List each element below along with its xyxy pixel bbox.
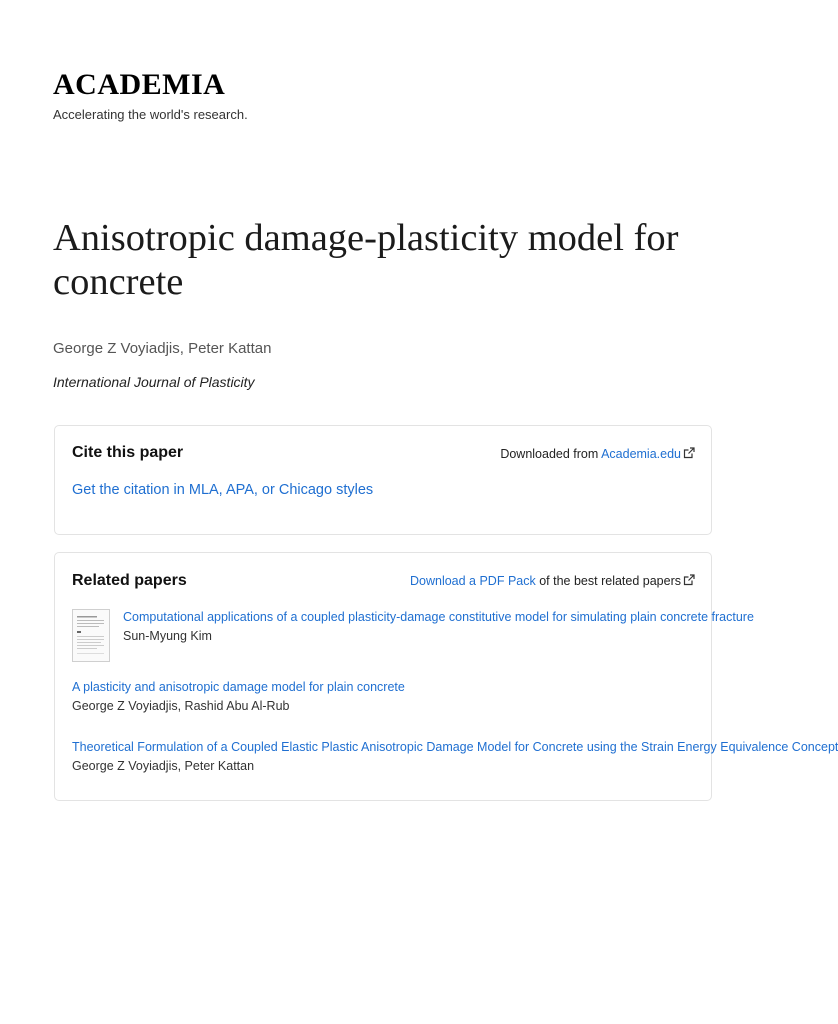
cite-heading: Cite this paper (72, 444, 184, 461)
related-item (123, 610, 754, 643)
get-citation-link[interactable]: Get the citation in MLA, APA, or Chicago styles (72, 482, 374, 498)
pdf-pack-suffix: of the best related papers (539, 574, 681, 588)
downloaded-from (500, 447, 695, 461)
related-papers-card (54, 552, 838, 801)
related-item-title[interactable]: A plasticity and anisotropic damage model for plain concrete (72, 680, 405, 694)
tagline: Accelerating the world's research. (53, 107, 248, 122)
external-link-icon[interactable] (683, 574, 695, 586)
related-item-title[interactable]: Computational applications of a coupled plasticity-damage constitutive model for simulating plain concrete fracture (123, 610, 754, 624)
download-pdf-pack-link[interactable]: Download a PDF Pack (409, 574, 536, 588)
related-item (72, 680, 697, 713)
external-link-icon[interactable] (683, 447, 695, 459)
paper-title: Anisotropic damage‐plasticity model for concrete (53, 217, 679, 303)
academia-logo[interactable]: ACADEMIA (53, 68, 226, 101)
related-item (72, 740, 838, 773)
document-thumbnail-icon (73, 610, 109, 661)
related-heading: Related papers (72, 572, 187, 589)
pdf-pack (410, 574, 695, 588)
paper-thumbnail[interactable] (72, 609, 110, 662)
related-item-authors: George Z Voyiadjis, Peter Kattan (72, 759, 255, 773)
paper-journal: International Journal of Plasticity (53, 374, 255, 390)
academia-edu-link[interactable]: Academia.edu (601, 447, 681, 461)
cite-card (54, 425, 712, 535)
related-item-title[interactable]: Theoretical Formulation of a Coupled Elastic Plastic Anisotropic Damage Model for Concrete using the Strain Energy Equivalence Concept (72, 740, 838, 754)
downloaded-prefix: Downloaded from (500, 447, 599, 461)
paper-authors: George Z Voyiadjis, Peter Kattan (53, 340, 272, 357)
related-item-authors: Sun-Myung Kim (123, 629, 212, 643)
related-item-authors: George Z Voyiadjis, Rashid Abu Al-Rub (72, 699, 290, 713)
